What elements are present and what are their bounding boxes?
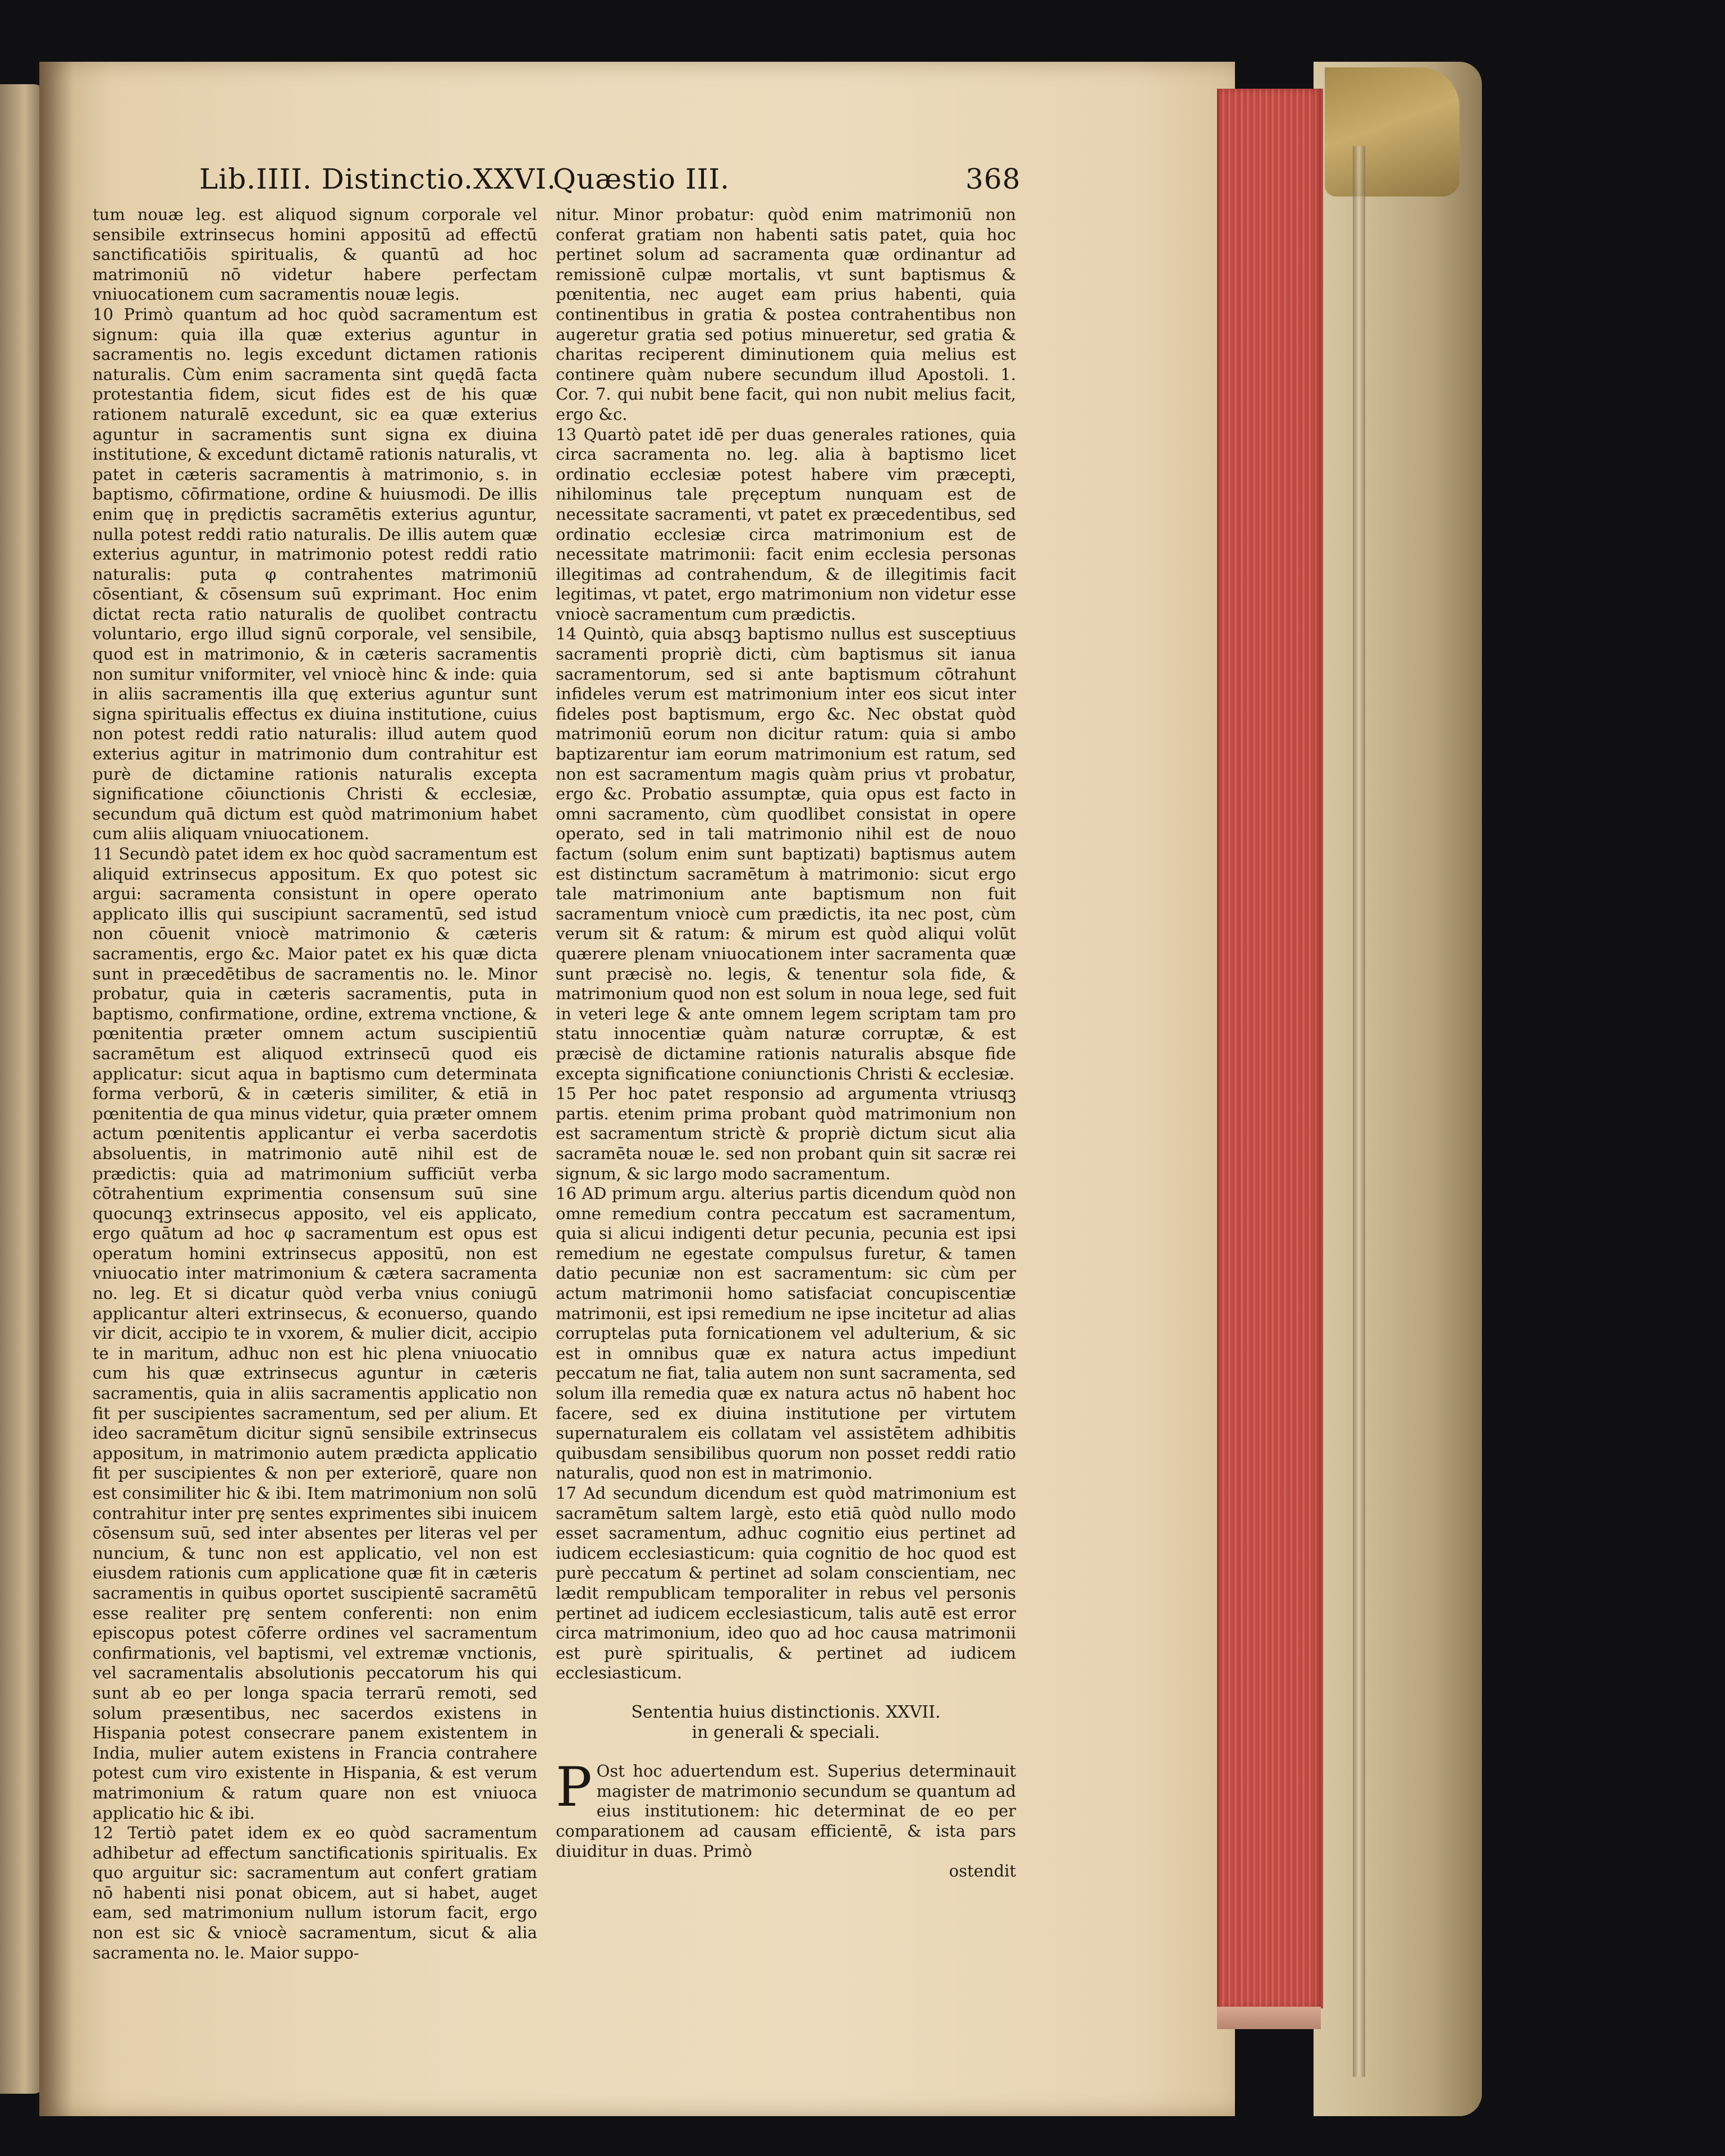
page-number: 368 <box>966 163 1021 195</box>
paragraph-continuation: tum nouæ leg. est aliquod signum corporale vel sensibile extrinsecus homini appositū ad effectū sanctificatiōis spiritualis, & quantū ad hoc matrimoniū nō videtur habere perfectam vniuocationem cum sacramentis nouæ legis. <box>93 205 537 304</box>
gutter-shadow <box>39 62 73 2116</box>
paragraph-15: 15 Per hoc patet responsio ad argumenta vtriusqꝫ partis. etenim prima probant quòd matrimonium non est sacramentum strictè & propriè dictum sicut alia sacramēta nouæ le. sed non probant quin sit sacræ rei signum, & sic largo modo sacramentum. <box>556 1084 1016 1183</box>
paragraph-14: 14 Quintò, quia absqꝫ baptismo nullus est susceptiuus sacramenti propriè dicti, cùm baptismus sit ianua sacramentorum, sed si ante baptismum cōtrahunt infideles verum est matrimonium inter eos sicut inter fideles post baptismum, ergo &c. Nec obstat quòd matrimoniū eorum non dicitur ratum: quia si ambo baptizarentur iam eorum matrimonium est ratum, sed non est sacramentum magis quàm prius vt probatur, ergo &c. Probatio assumptæ, quia opus est facto in omni sacramento, cùm quodlibet consistat in opere operato, sed in tali matrimonio nihil est de nouo factum (solum enim sunt baptizati) baptismus autem est distinctum sacramētum à matrimonio: sicut ergo tale matrimonium ante baptismum non fuit sacramentum vniocè cum prædictis, ita nec post, cùm verum sit & ratum: & mirum est quòd aliqui volūt quærere plenam vniuocationem inter sacramenta quæ sunt præcisè no. legis, & tenentur sola fide, & matrimonium quod non est solum in noua lege, sed fuit in veteri lege & ante omnem legem scriptam tam pro statu innocentiæ quàm naturæ corruptæ, & est præcisè de dictamine rationis naturalis absque fide excepta significatione coniunctionis Christi & ecclesiæ. <box>556 624 1016 1083</box>
paragraph-continuation-right: nitur. Minor probatur: quòd enim matrimoniū non conferat gratiam non habenti satis patet, quia hoc pertinet solum ad sacramenta quæ ordinantur ad remissionē culpæ mortalis, vt sunt baptismus & pœnitentia, nec auget eam prius habenti, quia continentibus in gratia & postea contrahentibus non augeretur gratia sed potius minueretur, sed gratia & charitas reciperent diminutionem quia melius est continere quàm nubere secundum illud Apostoli. 1. Cor. 7. qui nubit bene facit, qui non nubit melius facit, ergo &c. <box>556 205 1016 424</box>
paragraph-17: 17 Ad secundum dicendum est quòd matrimonium est sacramētum saltem largè, esto etiā quòd nullo modo esset sacramentum, adhuc cognitio eius pertinet ad iudicem ecclesiasticum: quia cognitio de hoc quod est purè peccatum & pertinet ad solam conscientiam, nec lædit rempublicam temporaliter in rebus vel personis pertinet ad iudicem ecclesiasticum, talis autē est error circa matrimonium, ideo quo ad hoc causa matrimonii est purè spiritualis, & pertinet ad iudicem ecclesiasticum. <box>556 1484 1016 1683</box>
catchword: ostendit <box>949 1861 1016 1881</box>
left-text-column <box>93 205 537 1963</box>
page-edges-bottom <box>1217 2007 1321 2029</box>
paragraph-12: 12 Tertiò patet idem ex eo quòd sacramentum adhibetur ad effectum sanctificationis spiritualis. Ex quo arguitur sic: sacramentum aut confert gratiam nō habenti nisi ponat obicem, aut si habet, auget eam, sed matrimonium nullum istorum facit, ergo non est sic & vniocè sacramentum, sicut & alia sacramenta no. le. Maior suppo- <box>93 1823 537 1962</box>
paragraph-11: 11 Secundò patet idem ex hoc quòd sacramentum est aliquid extrinsecus appositum. Ex quo potest sic argui: sacramenta consistunt in opere operato applicato illis qui suscipiunt sacramentū, sed istud non cōuenit vniocè matrimonio & cæteris sacramentis, ergo &c. Maior patet ex his quæ dicta sunt in præcedētibus de sacramentis no. le. Minor probatur, quia in cæteris sacramentis, puta in baptismo, confirmatione, ordine, extrema vnctione, & pœnitentia præter omnem actum suscipientiū sacramētum est aliquod extrinsecū quod eis applicatur: sicut aqua in baptismo cum determinata forma verborū, & in cæteris similiter, & etiā in pœnitentia de qua minus videtur, quia præter omnem actum pœnitentis applicantur ei verba sacerdotis absoluentis, in matrimonio autē nihil est de prædictis: quia ad matrimonium sufficiūt verba cōtrahentium exprimentia consensum suū sine quocunqꝫ extrinsecus apposito, vel eis applicato, ergo quātum ad hoc φ sacramentum est opus est operatum homini extrinsecus appositū, non est vniuocatio inter matrimonium & cætera sacramenta no. leg. Et si dicatur quòd verba vnius coniugū applicantur alteri extrinsecus, & econuerso, quando vir dicit, accipio te in vxorem, & mulier dicit, accipio te in maritum, adhuc non est hic plena vniuocatio cum his quæ extrinsecus aguntur in cæteris sacramentis, quia in aliis sacramentis applicatio non fit per suscipientes sacramentum, sed per alium. Et ideo sacramētum dicitur signū sensibile extrinsecus appositum, in matrimonio autem prædicta applicatio fit per suscipientes & non per exteriorē, quare non est consimiliter hic & ibi. Item matrimonium non solū contrahitur inter prę sentes exprimentes sibi inuicem cōsensum suū, sed inter absentes per literas vel per nuncium, & tunc non est applicatio, vel non est eiusdem rationis cum applicatione quæ fit in cæteris sacramentis in quibus oportet suscipientē sacramētū esse realiter prę sentem conferenti: non enim episcopus potest cōferre ordines vel sacramentum confirmationis, vel baptismi, vel extremæ vnctionis, vel sacramentalis absolutionis peccatorum his qui sunt ab eo per longa spacia terrarū remoti, sed solum præsentibus, nec sacerdos existens in Hispania potest consecrare panem existentem in India, mulier autem existens in Francia contrahere potest cum viro existente in Hispania, & est verum matrimonium & ratum quare non est vniuoca applicatio hic & ibi. <box>93 844 537 1823</box>
vellum-binding <box>1314 62 1482 2116</box>
right-text-column <box>556 205 1016 1882</box>
vellum-crease <box>1353 146 1365 2077</box>
section-subheading: in generali & speciali. <box>692 1722 880 1742</box>
running-head-question: Quæstio III. <box>553 163 730 195</box>
initial-letter: P <box>556 1756 592 1819</box>
vellum-fold <box>1325 67 1459 196</box>
section-heading: Sententia huius distinctionis. XXVII. <box>631 1702 941 1722</box>
running-head-book: Lib.IIII. Distinctio.XXVI. <box>199 163 557 195</box>
paragraph-16: 16 AD primum argu. alterius partis dicendum quòd non omne remedium contra peccatum est sacramentum, quia si alicui indigenti detur pecunia, pecunia est ipsi remedium ne egestate compulsus furetur, & tamen datio pecuniæ non est sacramentum: sic cùm per actum matrimonii homo satisfaciat concupiscentiæ matrimonii, est ipsi remedium ne ipse incitetur ad alias corruptelas puta fornicationem vel adulterium, & sic est in omnibus quæ ex natura actus impediunt peccatum ne fiat, talia autem non sunt sacramenta, sed solum illa remedia quæ ex natura actus nō habent hoc facere, sed ex diuina institutione per virtutem supernaturalem eis collatam vel assistētem adhibitis quibusdam sensibilibus quorum non posset reddi ratio naturalis, quod non est in matrimonio. <box>556 1184 1016 1483</box>
paragraph-10: 10 Primò quantum ad hoc quòd sacramentum est signum: quia illa quæ exterius aguntur in sacramentis no. legis excedunt dictamen rationis naturalis. Cùm enim sacramenta sint quędā facta protestantia fidem, sicut fides est de his quæ rationem naturalē excedunt, sic ea quæ exterius aguntur in sacramentis sunt signa ex diuina institutione, & excedunt dictamē rationis naturalis, vt patet in cæteris sacramentis à matrimonio, s. in baptismo, cōfirmatione, ordine & huiusmodi. De illis enim quę in prędictis sacramētis exterius aguntur, nulla potest reddi ratio naturalis. De illis autem quæ exterius aguntur, in matrimonio potest reddi ratio naturalis: puta φ contrahentes matrimoniū cōsentiant, & cōsensum suū exprimant. Hoc enim dictat recta ratio naturalis de quolibet contractu voluntario, ergo illud signū corporale, vel sensibile, quod est in matrimonio, & in cæteris sacramentis non sumitur vniformiter, vel vniocè hinc & inde: quia in aliis sacramentis illa quę exterius aguntur sunt signa spiritualis effectus ex diuina institutione, cuius non potest reddi ratio naturalis: illud autem quod exterius agitur in matrimonio dum contrahitur est purè de dictamine rationis naturalis excepta significatione cōiunctionis Christi & ecclesiæ, secundum quā dictum est quòd matrimonium habet cum aliis aliquam vniuocationem. <box>93 304 537 844</box>
paragraph-13: 13 Quartò patet idē per duas generales rationes, quia circa sacramenta no. leg. alia à baptismo licet ordinatio ecclesiæ potest habere vim præcepti, nihilominus tale pręceptum nunquam est de necessitate sacramenti, vt patet ex præcedentibus, sed ordinatio ecclesiæ circa matrimonium est de necessitate matrimonii: facit enim ecclesia personas illegitimas ad contrahendum, & de illegitimis facit legitimas, vt patet, ergo matrimonium non videtur esse vniocè sacramentum cum prædictis. <box>556 424 1016 624</box>
red-page-edges <box>1217 89 1323 2008</box>
facing-page-edge <box>0 84 45 2094</box>
section-text: Ost hoc aduertendum est. Superius determinauit magister de matrimonio secundum se quantum ad eius institutionem: hic determinat de eo per comparationem ad causam efficientē, & ista pars diuiditur in duas. Primò <box>556 1761 1016 1861</box>
section-paragraph <box>556 1756 1016 1861</box>
